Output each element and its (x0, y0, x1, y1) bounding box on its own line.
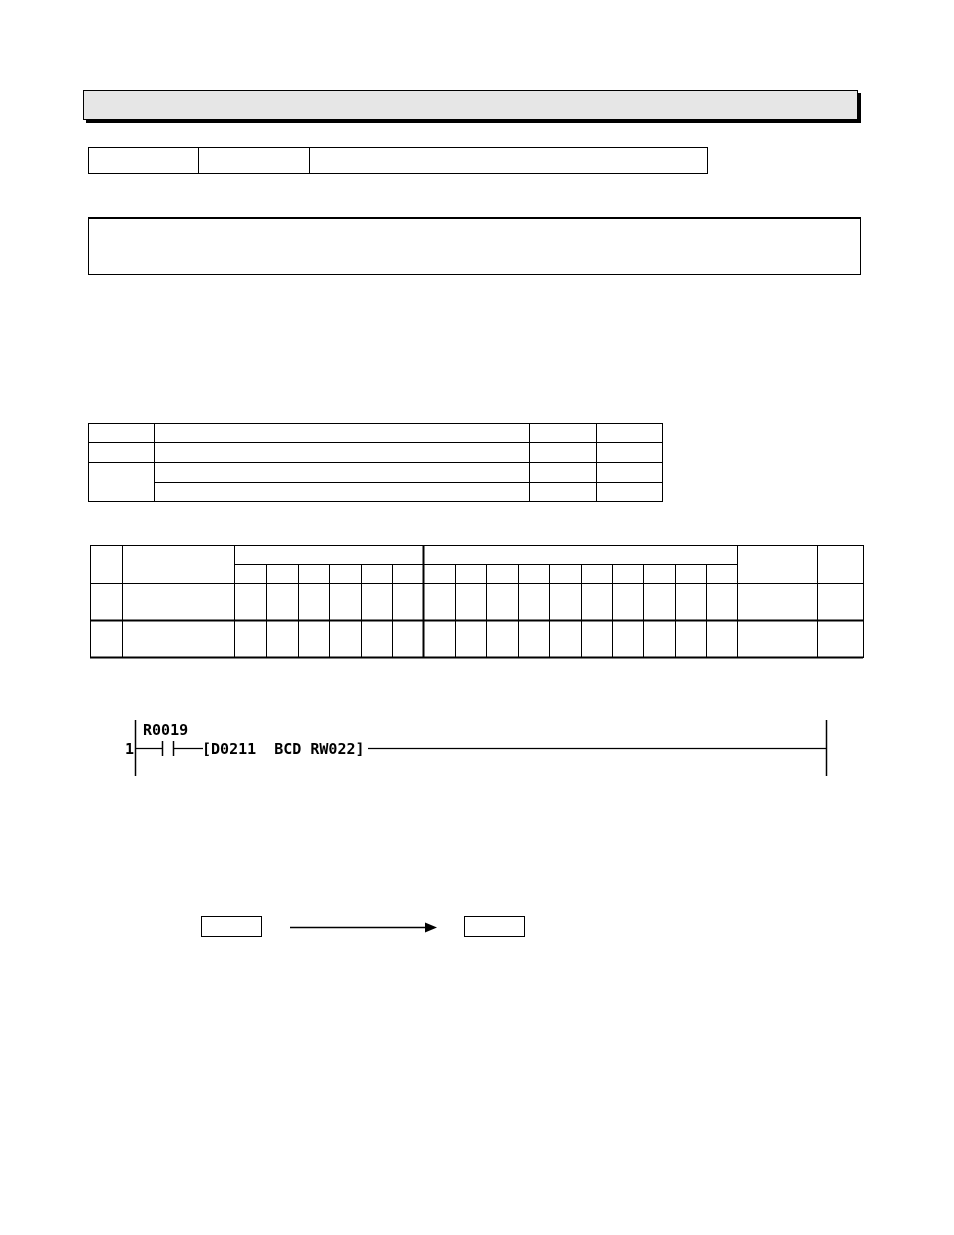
arrow-head-icon (425, 923, 437, 933)
rung-number: 1 (125, 740, 135, 758)
instruction-block: [D0211 BCD RW022] (202, 740, 365, 758)
flow-diagram (202, 917, 525, 937)
spec-table (90, 545, 864, 658)
contact-label: R0019 (143, 721, 189, 739)
source-box (202, 917, 262, 937)
dest-box (465, 917, 525, 937)
operand-table (88, 423, 663, 502)
